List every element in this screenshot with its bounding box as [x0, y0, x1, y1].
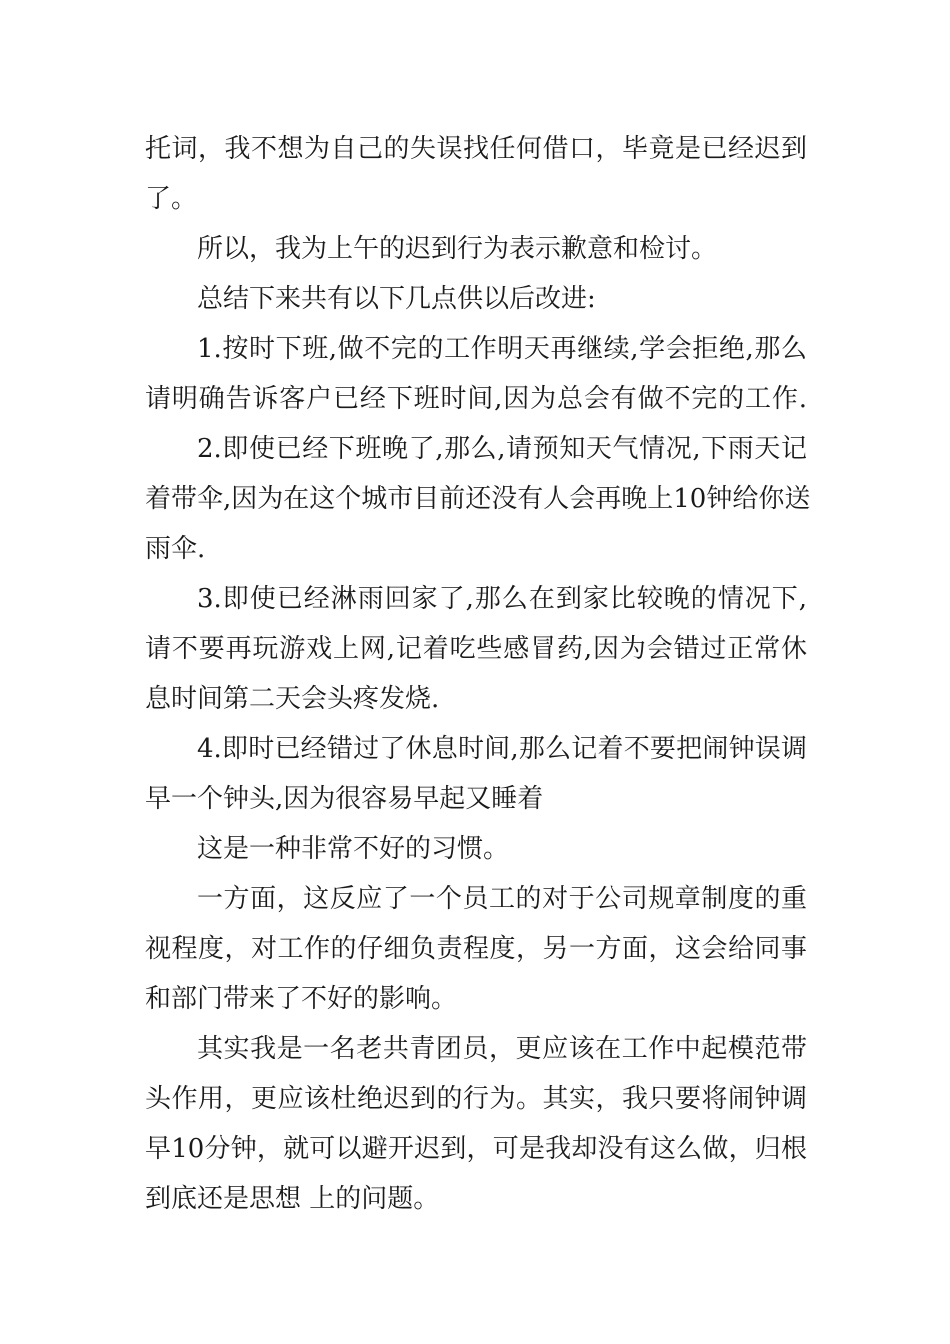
text-line: 早一个钟头,因为很容易早起又睡着: [145, 784, 544, 814]
text-line: 4.即时已经错过了休息时间,那么记着不要把闹钟误调: [197, 734, 807, 764]
text-line: 了。: [145, 184, 198, 214]
text-line: 到底还是思想 上的问题。: [145, 1184, 440, 1214]
text-line: 3.即使已经淋雨回家了,那么在到家比较晚的情况下,: [197, 584, 807, 614]
text-line: 1.按时下班,做不完的工作明天再继续,学会拒绝,那么: [197, 334, 807, 364]
text-line: 请不要再玩游戏上网,记着吃些感冒药,因为会错过正常休: [145, 634, 807, 664]
text-line: 托词，我不想为自己的失误找任何借口，毕竟是已经迟到: [145, 134, 807, 164]
text-line: 头作用，更应该杜绝迟到的行为。其实，我只要将闹钟调: [145, 1084, 807, 1114]
text-line: 请明确告诉客户已经下班时间,因为总会有做不完的工作.: [145, 384, 807, 414]
text-line: 和部门带来了不好的影响。: [145, 984, 458, 1014]
text-line: 所以，我为上午的迟到行为表示歉意和检讨。: [197, 234, 718, 264]
text-line: 雨伞.: [145, 534, 206, 564]
text-line: 总结下来共有以下几点供以后改进:: [197, 284, 596, 314]
text-line: 其实我是一名老共青团员，更应该在工作中起模范带: [197, 1034, 807, 1064]
text-line: 视程度，对工作的仔细负责程度，另一方面，这会给同事: [145, 934, 807, 964]
text-line: 早10分钟，就可以避开迟到，可是我却没有这么做，归根: [145, 1134, 807, 1164]
text-line: 这是一种非常不好的习惯。: [197, 834, 510, 864]
text-line: 息时间第二天会头疼发烧.: [145, 684, 440, 714]
text-line: 2.即使已经下班晚了,那么,请预知天气情况,下雨天记: [197, 434, 807, 464]
text-line: 着带伞,因为在这个城市目前还没有人会再晚上10钟给你送: [145, 484, 811, 514]
text-line: 一方面，这反应了一个员工的对于公司规章制度的重: [197, 884, 807, 914]
